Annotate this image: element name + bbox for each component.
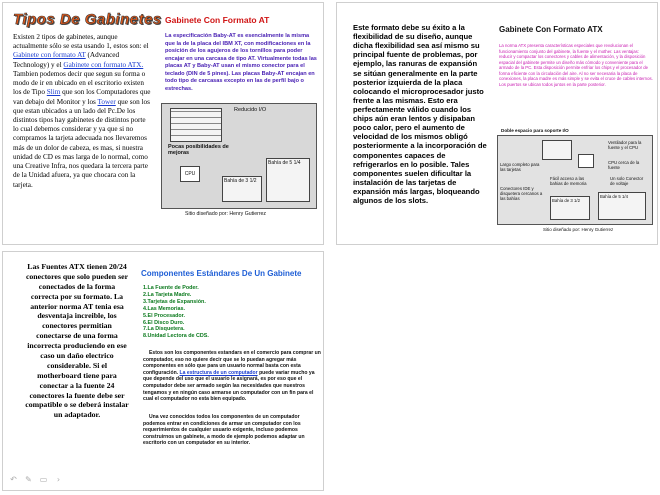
list-item: 2.La Tarjeta Madre. <box>143 291 192 298</box>
diagram-atx-bahia-35: Bahía de 3 1/2 <box>550 196 590 220</box>
slide1-right-text: La especificación Baby-AT es esencialmente la misma que la de la placa del IBM XT, con modificaciones en la posición de los agujeros de los tornillos para poder encajar en una carcasa de tipo AT. Virtualmente todas las placas AT y Baby-AT usan el mismo conector para el teclado (DIN de 5 pines). Las placas Baby-AT encajan en todo tipo de carcasas excepto en las de perfil bajo o estrechas. <box>165 33 317 92</box>
list-item: 8.Unidad Lectora de CDS. <box>143 333 209 340</box>
slide1-p1: Existen 2 tipos de gabinetes, aunque actualmente sólo se esta usando 1, estos son: el <box>13 33 149 51</box>
list-item: 6.El Disco Duro. <box>143 319 185 326</box>
slide-1 <box>2 2 324 245</box>
diagram-label-cpu: CPU cerca de la fuente <box>608 160 640 170</box>
diagram-label-largo: Largo completo para las tarjetas <box>500 162 540 172</box>
slide2-caption: Doble espacio para soporte I/O <box>501 128 569 133</box>
components-list <box>143 285 209 340</box>
slide2-left-text: Este formato debe su éxito a la flexibilidad de su diseño, aunque dicha flexibilidad sea así mismo su principal fuente de problemas, por ejemplo, las ranuras de expansión se sitúan generalmente en la parte posterior izquierda de la placa colocando el microprocesador justo frente a las mismas. Esto era perfectamente válido cuando los chips aún eran lentos y disipaban poco calor, pero el aumento de velocidad de los mismos obligó posteriormente a la incorporación de componentes capaces de refrigerarlos en lo posible. Tales componentes suelen dificultar la instalación de las tarjetas de expansión más largas, bloqueando algunos de los slots. <box>353 23 487 206</box>
slide3-paragraph-1 <box>143 350 321 403</box>
diagram-atx-bahia-525: Bahía de 5 1/4 <box>598 192 646 220</box>
slide1-p3: Tambien podemos decir que segun su forma o modo de ir en ubicado en el escritorio existen los de Tipo <box>13 69 146 97</box>
slide3-paragraph-2: Una vez conocidos todos los componentes de un computador podemos entrar en condiciones de armar un computador con los requerimientos de cualquier usuario exigente, incluso podemos construirnos un gabinete, a modo de ejemplo podemos adaptar un escritorio con un computador en su interior. <box>143 414 305 447</box>
list-item: 1.La Fuente de Poder. <box>143 285 199 291</box>
slide3-right-title: Componentes Estándares De Un Gabinete <box>141 269 302 278</box>
slide-toolbar <box>9 475 63 484</box>
list-item: 7.La Disquetera. <box>143 326 185 333</box>
slide1-p4: que son los Computadores que van debajo del Monitor y los <box>13 88 151 106</box>
slide1-p5: que son los que estan ubicados a un lado del Pc.De los distintos tipos hay gabinetes de distintos porte lo cual debemos considerar y ya que si no compramos la tarjeta adecuada nos llevaremos más de un dolor de cabeza, es mas, si nuestra unidad de CD es mas larga de lo normal, como una Creative Infra, nos quedara la tercera parte de la Unidad afuera, ya que chocara con la tarjeta. <box>13 97 150 189</box>
link-estructura[interactable]: La estructura de un computador <box>179 369 258 376</box>
slide3-p1b: puede variar mucho ya que depende del uso que el usuario le asignará, es por eso que el computador debe ser armado según las necesidades que nuestros tengamos y en ningún caso armarse un computador con un fin para el cual el computador no esta bien equipado. <box>143 369 315 403</box>
slide2-right-title: Gabinete Con Formato ATX <box>499 25 603 34</box>
slide-3 <box>2 251 324 491</box>
diagram-label-conectores: Conectores IDE y disquetera cercanos a las bahías <box>500 186 543 201</box>
diagram-label-ventilador: Ventilador para la fuente y el CPU <box>608 140 642 150</box>
list-item: 4.Las Memorias. <box>143 305 185 312</box>
link-slim[interactable]: Slim <box>46 88 61 97</box>
at-case-diagram <box>161 103 317 209</box>
back-arrow-icon[interactable]: ↶ <box>10 475 17 484</box>
diagram-io-slots <box>170 108 222 142</box>
list-item: 3.Tarjetas de Expansión. <box>143 298 206 305</box>
slide1-right-title: Gabinete Con Formato AT <box>165 15 270 25</box>
diagram-label-tarjeta: Un solo Conector de voltaje <box>610 176 644 186</box>
slide1-p2: (Advanced Technology) y el <box>13 51 120 69</box>
diagram-bahia-525: Bahía de 5 1/4 <box>266 158 310 202</box>
atx-case-diagram <box>497 135 653 225</box>
slide1-left-text <box>13 33 151 190</box>
slide2-credit: Sitio diseñado por: Henry Gutierrez <box>543 227 614 232</box>
diagram-label-reducido: Reducido I/O <box>234 107 267 113</box>
slide1-title: Tipos De Gabinetes <box>13 11 162 28</box>
diagram-fan <box>542 140 572 160</box>
diagram-bahia-35: Bahía de 3 1/2 <box>222 176 262 202</box>
slide3-left-text: Las Fuentes ATX tienen 20/24 conectores que solo pueden ser conectados de la forma correcta por su formato. La anterior norma AT tenia esa desventaja increible, los conectores permitian conectarse de una forma incorrecta produciendo en ese caso un daño electrico considerable. Si el motherboard tiene para conectar a la fuente 24 conectores la fuente debe ser compatible o se deberá instalar un adaptador. <box>25 262 129 420</box>
diagram-label-pocas: Pocas posibilidades de mejoras <box>168 144 229 156</box>
slide2-right-text: La norma ATX presenta características especiales que revolucionan el funcionamiento conjunto del gabinete, la fuente y el mother. Las ventajas: reducir y compactar los conectores y cables de alimentación, y la disposición espacial del gabinete permite un diseño más cómodo y conveniente para el armado de la PC. Esta disposición permite enfriar los chips y el procesador de forma eficiente con la circulación del aire. Al no ser necesaria la placa de conexiones, la placa madre es más simple y se evita el cruce de cables internos. Los puertos se ubican todos juntos en la parte posterior. <box>499 43 653 88</box>
link-gabinete-atx[interactable]: Gabinete con formato ATX. <box>63 60 144 69</box>
slide-2 <box>336 2 658 245</box>
link-gabinete-at[interactable]: Gabinete con formato AT <box>13 51 86 60</box>
link-tower[interactable]: Tower <box>97 97 116 106</box>
menu-chevron-icon[interactable]: › <box>56 475 61 484</box>
slide-view-icon[interactable]: ▭ <box>39 475 48 484</box>
pen-icon[interactable]: ✎ <box>25 475 32 484</box>
slide1-credit: Sitio diseñado por: Henry Gutierrez <box>185 211 267 217</box>
diagram-cpu: CPU <box>180 166 200 182</box>
list-item: 5.El Procesador. <box>143 312 185 319</box>
slide3-p1a: Estos son los componentes estandars en el comercio para comprar un computador, eso no quiere decir que se lo puedan agregar más componentes en sólo que para un usuario normal basta con esta configuración. <box>143 350 321 376</box>
diagram-label-facil: Fácil acceso a las bahias de memoria <box>550 176 587 186</box>
diagram-atx-cpu <box>578 154 594 168</box>
